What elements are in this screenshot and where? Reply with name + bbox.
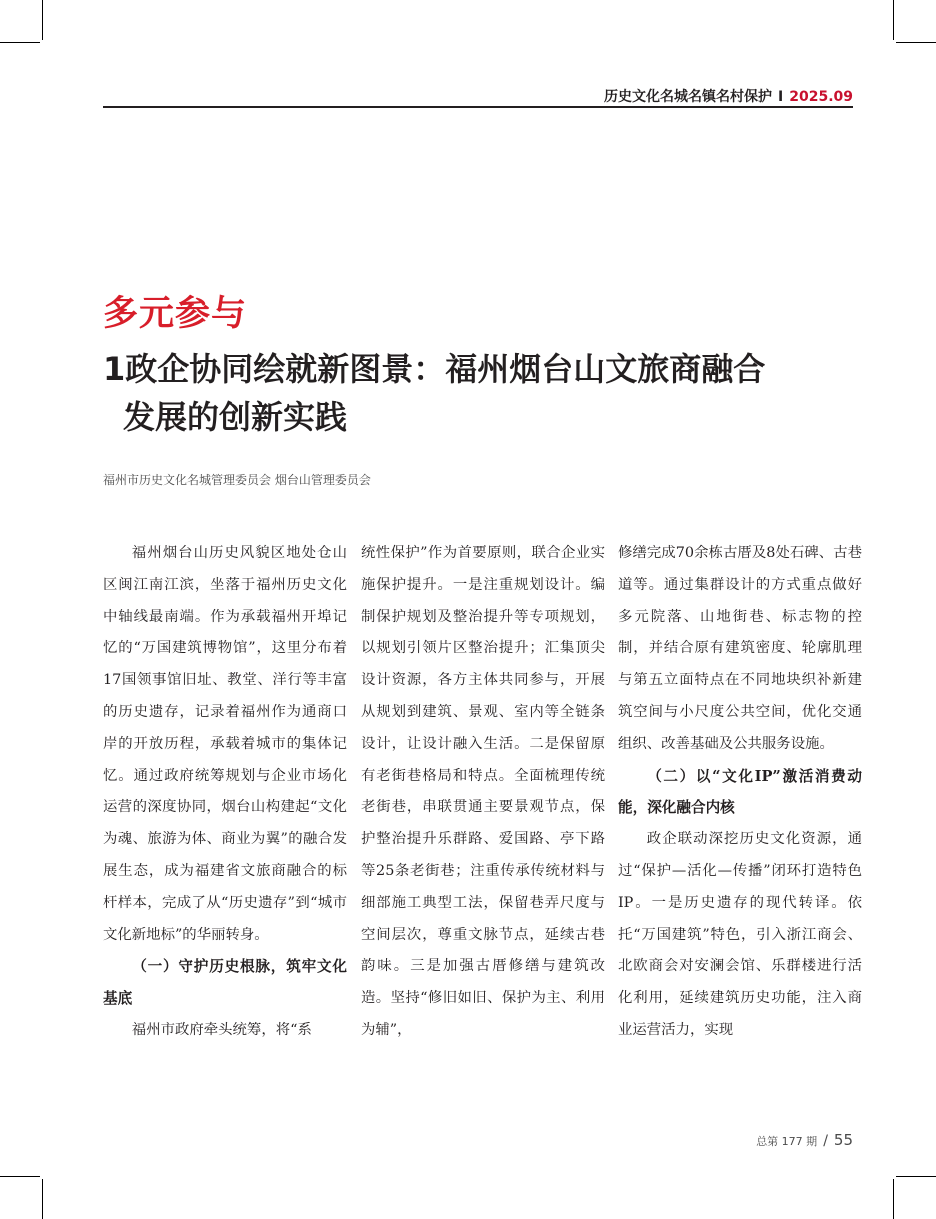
crop-mark — [42, 0, 43, 40]
paragraph: 统性保护”作为首要原则，联合企业实施保护提升。一是注重规划设计。编制保护规划及整治提升等专项规划，以规划引领片区整治提升；汇集顶尖设计资源，各方主体共同参与，开展从规划到建筑、景观、室内等全链条设计，让设计融入生活。二是保留原有老街巷格局和特点。全面梳理传统老街巷，串联贯通主要景观节点，保护整治提升乐群路、爱国路、亭下路等25条老街巷；注重传承传统材料与细部施工典型工法，保留巷弄尺度与空间层次，尊重文脉节点，延续古巷韵味。三是加强古厝修缮与建筑改造。坚持“修旧如旧、保护为主、利用为辅”， — [361, 545, 605, 1038]
paragraph: 福州烟台山历史风貌区地处仓山区闽江南江滨，坐落于福州历史文化中轴线最南端。作为承载福州开埠记忆的“万国建筑博物馆”，这里分布着17国领事馆旧址、教堂、洋行等丰富的历史遗存，记录着福州作为通商口岸的开放历程，承载着城市的集体记忆。通过政府统筹规划与企业市场化运营的深度协同，烟台山构建起“文化为魂、旅游为体、商业为翼”的融合发展生态，成为福建省文旅商融合的标杆样本，完成了从“历史遗存”到“城市文化新地标”的华丽转身。 — [103, 545, 347, 943]
text-column-2 — [361, 538, 605, 1047]
header-rule — [103, 106, 853, 108]
article-title — [103, 345, 883, 441]
crop-mark — [893, 0, 894, 40]
issue-number: 总第 177 期 — [756, 1135, 818, 1148]
title-line-2: 发展的创新实践 — [123, 398, 348, 436]
page-number: 55 — [833, 1131, 853, 1149]
subheading: （二）以“文化IP”激活消费动能，深化融合内核 — [618, 767, 862, 817]
title-line-1: 1政企协同绘就新图景：福州烟台山文旅商融合 — [103, 350, 766, 388]
subheading: （一）守护历史根脉，筑牢文化基底 — [103, 958, 347, 1008]
journal-name: 历史文化名城名镇名村保护 — [604, 89, 773, 105]
crop-mark — [0, 42, 40, 43]
header-separator: I — [778, 89, 784, 105]
paragraph: 政企联动深挖历史文化资源，通过“保护—活化—传播”闭环打造特色IP。一是历史遗存的现代转译。依托“万国建筑”特色，引入浙江商会、北欧商会对安澜会馆、乐群楼进行活化利用，延续建筑历史功能，注入商业运营活力，实现 — [618, 831, 862, 1038]
crop-mark — [0, 1176, 40, 1177]
text-column-1 — [103, 538, 347, 1047]
article-authors: 福州市历史文化名城管理委员会 烟台山管理委员会 — [103, 473, 371, 487]
crop-mark — [896, 1176, 936, 1177]
footer-slash: / — [823, 1133, 828, 1149]
issue-date: 2025.09 — [789, 89, 853, 105]
text-column-3 — [618, 538, 862, 1047]
paragraph: 修缮完成70余栋古厝及8处石碑、古巷道等。通过集群设计的方式重点做好多元院落、山地街巷、标志物的控制，并结合原有建筑密度、轮廓肌理与第五立面特点在不同地块织补新建筑空间与小尺度公共空间，优化交通组织、改善基础及公共服务设施。 — [618, 545, 862, 752]
paragraph: 福州市政府牵头统筹，将“系 — [131, 1021, 312, 1038]
section-label: 多元参与 — [103, 294, 248, 334]
running-header — [103, 86, 853, 108]
page-footer — [756, 1130, 853, 1149]
crop-mark — [42, 1179, 43, 1219]
crop-mark — [893, 1179, 894, 1219]
crop-mark — [896, 42, 936, 43]
